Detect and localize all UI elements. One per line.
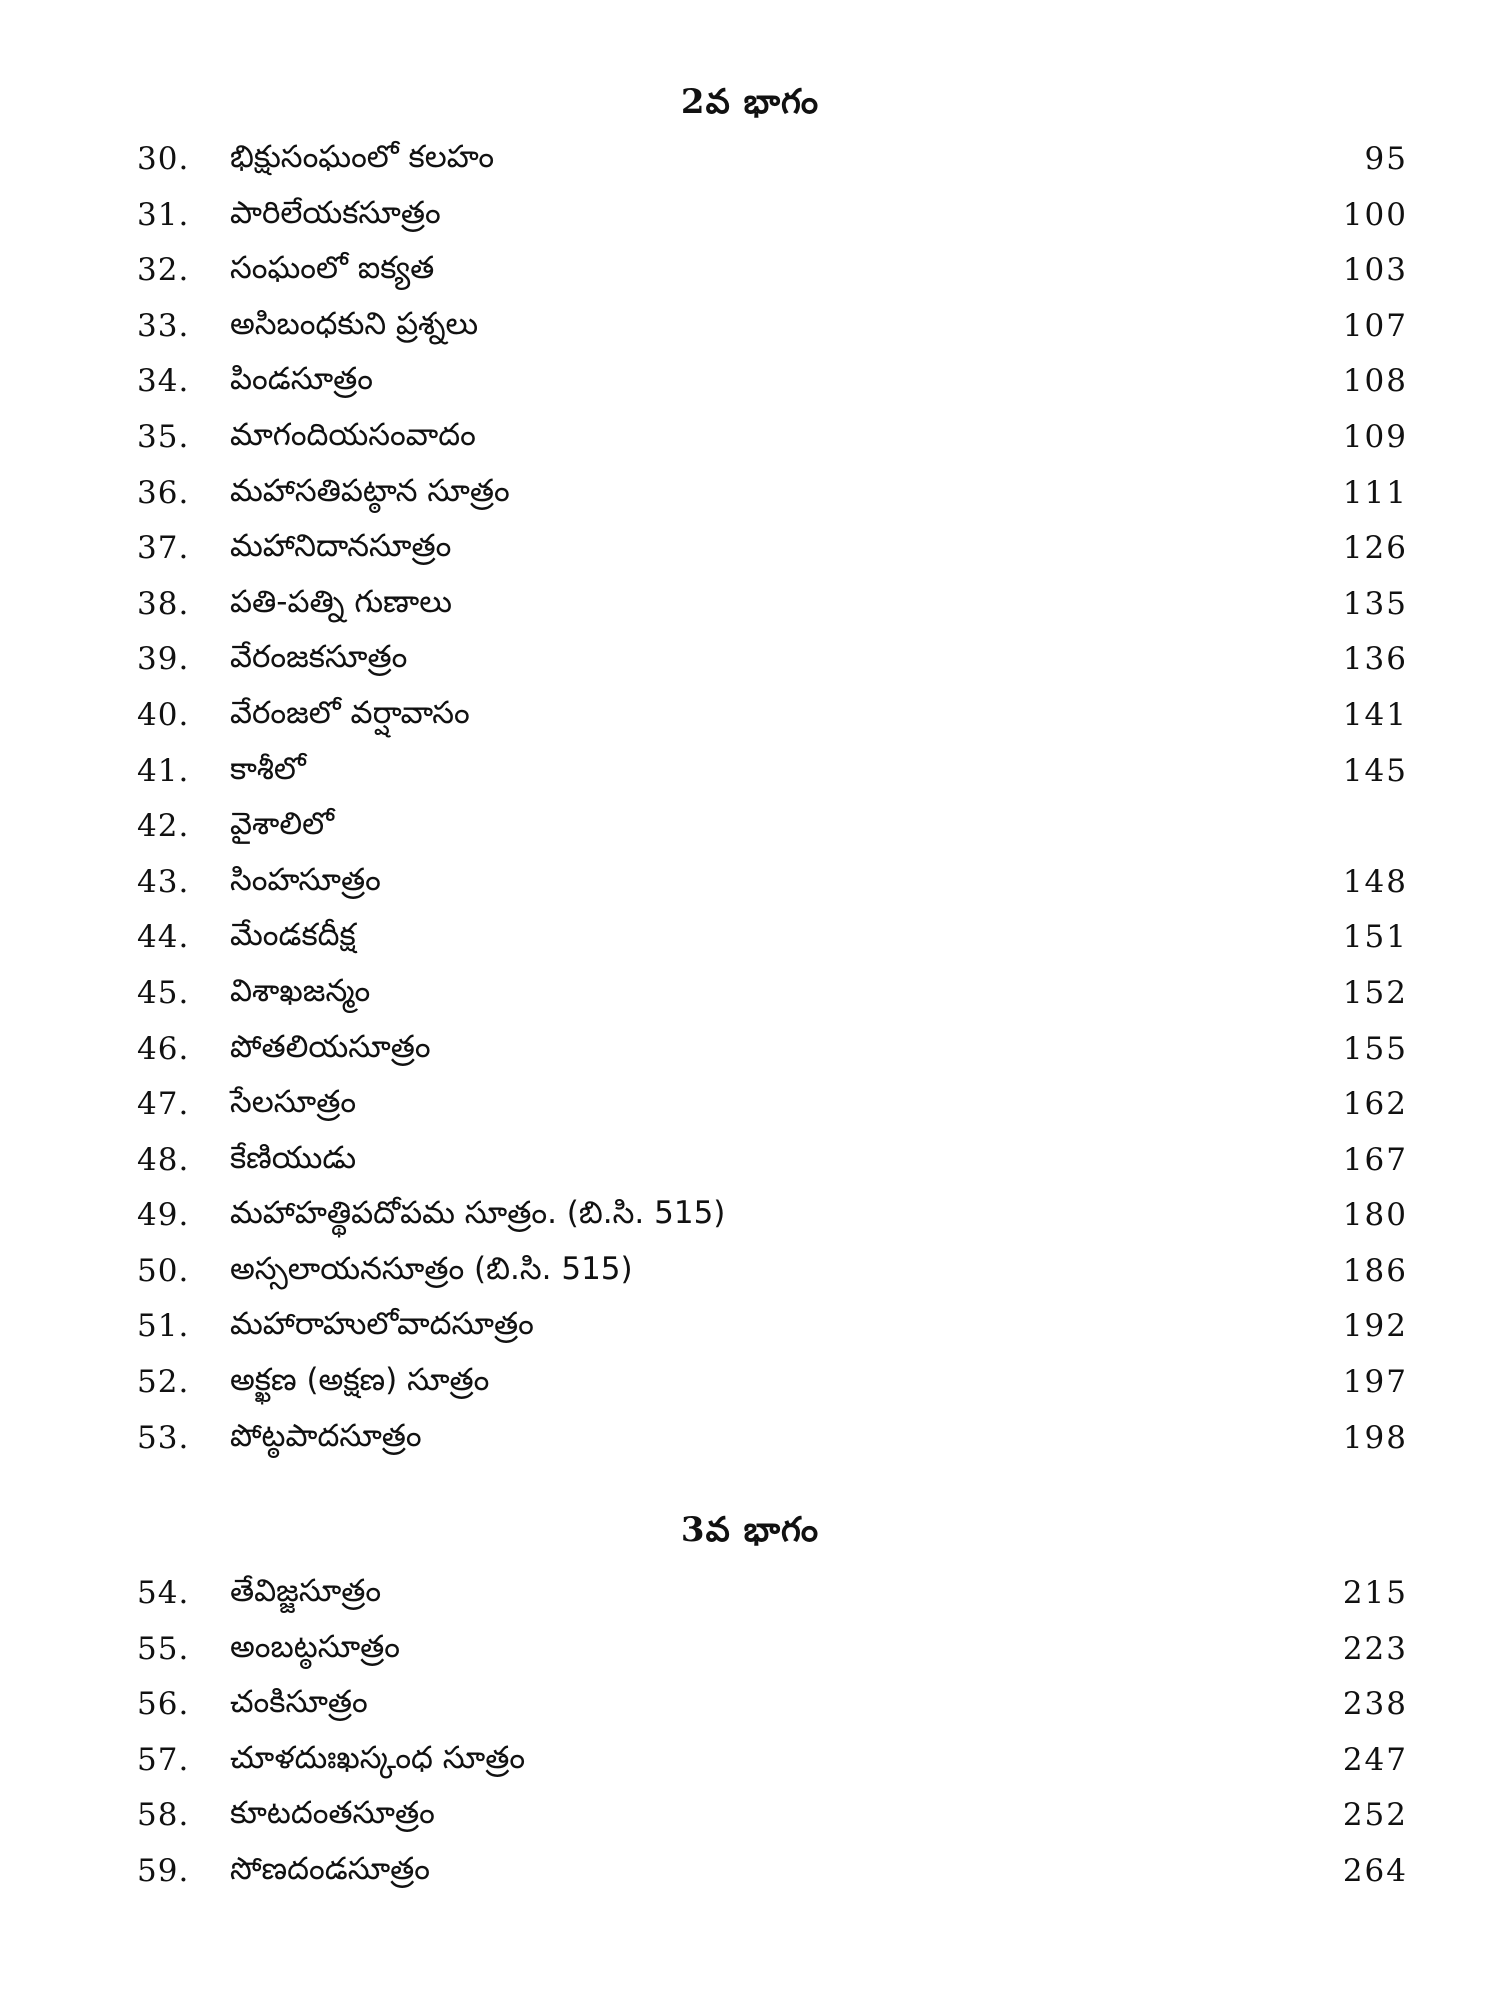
toc-entry <box>0 1023 1500 1079</box>
toc-entry-page-number: 180 <box>1342 1197 1408 1234</box>
toc-entry-number: 47. <box>137 1086 190 1123</box>
toc-entry-title: అస్సలాయనసూత్రం (బి.సి. 515) <box>230 1250 633 1287</box>
toc-entry-title: వేరంజలో వర్షావాసం <box>230 694 470 731</box>
toc-entry-page-number: 111 <box>1342 474 1408 511</box>
toc-entry-page-number: 198 <box>1342 1419 1408 1456</box>
toc-entry <box>0 1678 1500 1734</box>
toc-entry-title: అక్ఖణ (అక్షణ) సూత్రం <box>230 1362 490 1399</box>
toc-entry-title: భిక్షుసంఘంలో కలహం <box>230 139 495 175</box>
toc-entry-number: 59. <box>137 1852 190 1889</box>
toc-entry-page-number: 197 <box>1342 1364 1408 1401</box>
toc-entry <box>0 189 1500 245</box>
toc-entry <box>0 1845 1500 1901</box>
toc-entry <box>0 1412 1500 1468</box>
toc-entry <box>0 355 1500 411</box>
toc-entry-number: 34. <box>137 363 190 400</box>
toc-entry-title: తేవిజ్జసూత్రం <box>230 1573 382 1609</box>
toc-entry-number: 54. <box>137 1575 190 1611</box>
toc-entry-page-number: 215 <box>1342 1575 1408 1611</box>
toc-entry-number: 55. <box>137 1630 190 1667</box>
toc-entry-title: పిండసూత్రం <box>230 361 374 398</box>
toc-entry <box>0 911 1500 967</box>
toc-entry-title: సేలసూత్రం <box>230 1084 357 1121</box>
toc-entry-page-number: 135 <box>1342 585 1408 622</box>
toc-entry <box>0 522 1500 578</box>
toc-entry-title: అసిబంధకుని ప్రశ్నలు <box>230 305 479 342</box>
toc-entry-title: పోట్ఠపాదసూత్రం <box>230 1417 422 1454</box>
toc-entry-page-number: 109 <box>1342 418 1408 455</box>
toc-entry-number: 44. <box>137 919 190 956</box>
toc-entry-title: సింహసూత్రం <box>230 861 381 898</box>
toc-entry-number: 57. <box>137 1741 190 1778</box>
toc-entry-title: మహానిదానసూత్రం <box>230 528 452 565</box>
toc-entry-page-number: 192 <box>1342 1308 1408 1345</box>
toc-entry-number: 48. <box>137 1141 190 1178</box>
toc-entry-page-number: 264 <box>1342 1852 1408 1889</box>
toc-entry-title: విశాఖజన్మం <box>230 972 371 1009</box>
toc-entry-title: పోతలియసూత్రం <box>230 1028 431 1065</box>
toc-entry-number: 56. <box>137 1686 190 1723</box>
toc-entry-number: 31. <box>137 196 190 233</box>
toc-entry-page-number: 108 <box>1342 363 1408 400</box>
toc-entry-page-number: 252 <box>1342 1797 1408 1834</box>
toc-entry-page-number: 145 <box>1342 752 1408 789</box>
section-title-part-3: 3వ భాగం <box>680 1510 820 1550</box>
toc-entry-title: మేండకదీక్ష <box>230 917 356 954</box>
toc-entry-title: మహాహత్థిపదోపమ సూత్రం. (బి.సి. 515) <box>230 1195 726 1232</box>
toc-entry-page-number: 95 <box>1364 141 1408 177</box>
toc-entry-page-number: 238 <box>1342 1686 1408 1723</box>
toc-entry <box>0 1078 1500 1134</box>
toc-list-part-2 <box>0 133 1500 1467</box>
toc-entry <box>0 1300 1500 1356</box>
toc-entry <box>0 1245 1500 1301</box>
toc-entry-page-number: 151 <box>1342 919 1408 956</box>
toc-entry <box>0 1789 1500 1845</box>
toc-entry-page-number: 223 <box>1342 1630 1408 1667</box>
toc-entry-title: సోణదండసూత్రం <box>230 1850 431 1887</box>
toc-entry <box>0 967 1500 1023</box>
toc-entry-number: 42. <box>137 808 190 845</box>
toc-entry <box>0 800 1500 856</box>
toc-entry-title: పతి-పత్ని గుణాలు <box>230 583 452 620</box>
toc-entry <box>0 244 1500 300</box>
toc-entry-number: 53. <box>137 1419 190 1456</box>
toc-entry-page-number: 103 <box>1342 252 1408 289</box>
toc-entry <box>0 856 1500 912</box>
toc-entry <box>0 1356 1500 1412</box>
toc-entry <box>0 1134 1500 1190</box>
toc-entry-page-number: 152 <box>1342 974 1408 1011</box>
toc-entry-number: 35. <box>137 418 190 455</box>
toc-entry-number: 30. <box>137 141 190 177</box>
toc-entry-page-number: 148 <box>1342 863 1408 900</box>
toc-list-part-3 <box>0 1567 1500 1901</box>
toc-entry <box>0 133 1500 189</box>
toc-entry-number: 58. <box>137 1797 190 1834</box>
toc-entry-page-number: 100 <box>1342 196 1408 233</box>
toc-entry-title: కేణియుడు <box>230 1139 357 1176</box>
toc-entry-page-number: 186 <box>1342 1252 1408 1289</box>
toc-entry-number: 32. <box>137 252 190 289</box>
toc-entry-page-number: 126 <box>1342 530 1408 567</box>
toc-entry <box>0 1734 1500 1790</box>
toc-entry <box>0 1567 1500 1623</box>
toc-entry-title: సంఘంలో ఐక్యత <box>230 250 435 287</box>
toc-entry <box>0 745 1500 801</box>
toc-entry <box>0 1623 1500 1679</box>
toc-entry-number: 37. <box>137 530 190 567</box>
toc-entry <box>0 578 1500 634</box>
toc-entry-page-number: 155 <box>1342 1030 1408 1067</box>
toc-entry <box>0 689 1500 745</box>
toc-entry-number: 38. <box>137 585 190 622</box>
toc-entry-page-number: 136 <box>1342 641 1408 678</box>
toc-entry-title: చూళదుఃఖస్కంధ సూత్రం <box>230 1739 526 1776</box>
toc-entry-page-number: 141 <box>1342 696 1408 733</box>
toc-entry-title: వేరంజకసూత్రం <box>230 639 408 676</box>
toc-entry-title: మహాసతిపట్ఠాన సూత్రం <box>230 472 510 509</box>
toc-entry-title: చంకిసూత్రం <box>230 1684 368 1721</box>
toc-entry-number: 51. <box>137 1308 190 1345</box>
toc-entry-number: 49. <box>137 1197 190 1234</box>
toc-entry <box>0 1189 1500 1245</box>
toc-entry-title: కూటదంతసూత్రం <box>230 1795 435 1832</box>
toc-entry-number: 40. <box>137 696 190 733</box>
toc-entry-number: 43. <box>137 863 190 900</box>
toc-entry-number: 50. <box>137 1252 190 1289</box>
toc-entry-title: పారిలేయకసూత్రం <box>230 194 441 231</box>
toc-entry-page-number: 107 <box>1342 307 1408 344</box>
toc-entry-number: 46. <box>137 1030 190 1067</box>
toc-entry <box>0 633 1500 689</box>
toc-entry-number: 36. <box>137 474 190 511</box>
toc-entry-page-number: 247 <box>1342 1741 1408 1778</box>
toc-entry-page-number: 167 <box>1342 1141 1408 1178</box>
toc-entry-title: మహారాహులోవాదసూత్రం <box>230 1306 534 1343</box>
toc-entry-number: 41. <box>137 752 190 789</box>
toc-entry-number: 39. <box>137 641 190 678</box>
toc-entry-title: వైశాలిలో <box>230 806 335 843</box>
toc-entry-title: మాగందియసంవాదం <box>230 416 476 453</box>
toc-entry-page-number: 162 <box>1342 1086 1408 1123</box>
toc-entry-number: 45. <box>137 974 190 1011</box>
section-title-part-2: 2వ భాగం <box>680 82 820 122</box>
toc-entry <box>0 411 1500 467</box>
toc-entry <box>0 467 1500 523</box>
toc-entry <box>0 300 1500 356</box>
toc-entry-number: 33. <box>137 307 190 344</box>
toc-entry-title: అంబట్ఠసూత్రం <box>230 1628 401 1665</box>
toc-entry-title: కాశీలో <box>230 750 306 787</box>
toc-entry-number: 52. <box>137 1364 190 1401</box>
